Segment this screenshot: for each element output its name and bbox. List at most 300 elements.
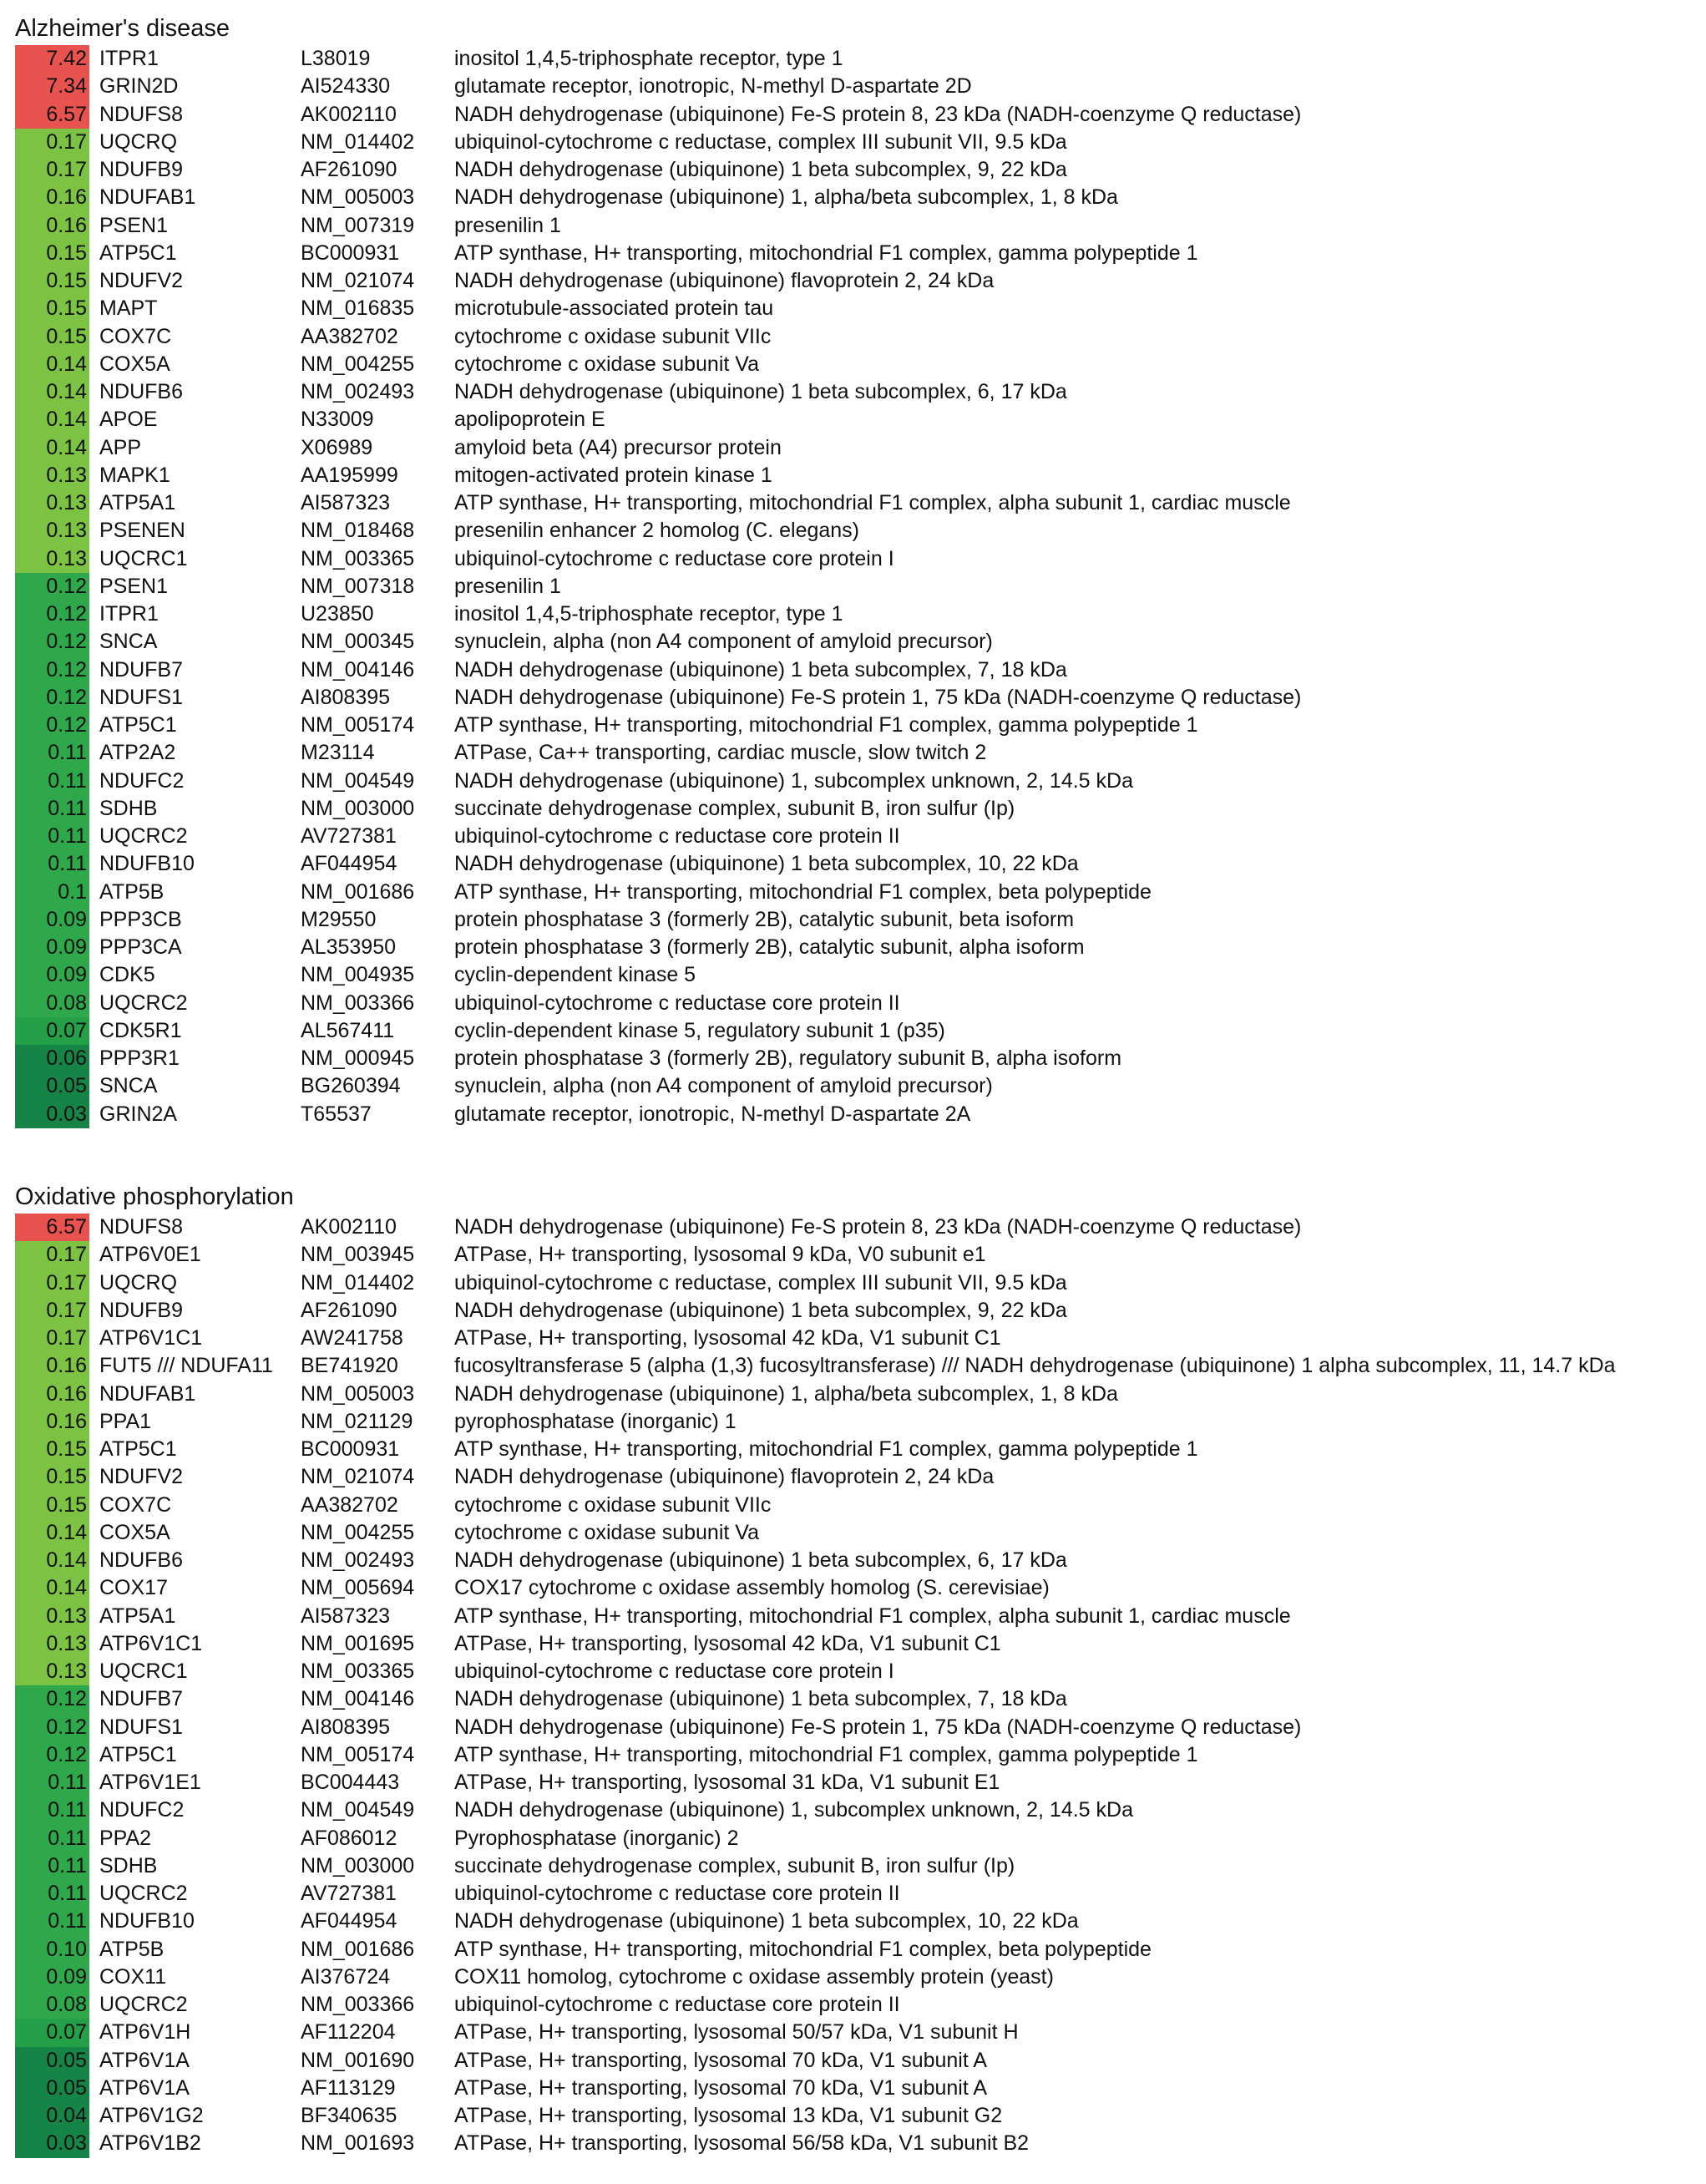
table-row: [15, 906, 1693, 934]
gene-description: ATPase, H+ transporting, lysosomal 31 kDa, V1 subunit E1: [454, 1771, 1000, 1794]
table-row: [15, 1241, 1693, 1269]
gene-symbol: PSENEN: [99, 519, 185, 543]
accession-id: AA195999: [301, 463, 398, 487]
gene-symbol: NDUFS1: [99, 1715, 184, 1739]
gene-description: cytochrome c oxidase subunit Va: [454, 1520, 760, 1544]
score-cell: 0.11: [15, 768, 89, 795]
gene-symbol: ATP6V1G2: [99, 2104, 204, 2127]
table-row: [15, 295, 1693, 322]
gene-symbol: COX7C: [99, 324, 172, 348]
table-row: [15, 656, 1693, 684]
table-row: [15, 795, 1693, 823]
score-cell: 0.09: [15, 906, 89, 934]
gene-symbol: NDUFB6: [99, 380, 184, 403]
gene-description: cyclin-dependent kinase 5: [454, 963, 696, 987]
gene-description: NADH dehydrogenase (ubiquinone) Fe-S protein 1, 75 kDa (NADH-coenzyme Q reductase): [454, 685, 1302, 709]
gene-symbol: ITPR1: [99, 602, 159, 626]
gene-symbol: MAPK1: [99, 463, 170, 487]
gene-description: apolipoprotein E: [454, 408, 605, 432]
table-row: [15, 712, 1693, 739]
score-cell: 0.16: [15, 1408, 89, 1436]
accession-id: M29550: [301, 907, 377, 931]
table-row: [15, 129, 1693, 156]
score-cell: 0.10: [15, 1936, 89, 1964]
table-row: [15, 1297, 1693, 1325]
table-row: [15, 212, 1693, 240]
gene-symbol: SDHB: [99, 1853, 158, 1877]
score-cell: 0.13: [15, 545, 89, 573]
gene-description: ubiquinol-cytochrome c reductase core protein II: [454, 1882, 900, 1905]
score-cell: 0.16: [15, 1352, 89, 1380]
gene-description: ubiquinol-cytochrome c reductase core protein II: [454, 991, 900, 1015]
accession-id: AV727381: [301, 1882, 397, 1905]
accession-id: NM_007319: [301, 213, 415, 237]
accession-id: NM_003000: [301, 796, 415, 820]
table-row: [15, 1017, 1693, 1045]
accession-id: NM_003366: [301, 1993, 415, 2016]
gene-symbol: UQCRC2: [99, 1882, 188, 1905]
accession-id: NM_004255: [301, 352, 415, 376]
accession-id: BC000931: [301, 241, 400, 265]
gene-description: ATPase, H+ transporting, lysosomal 42 kDa, V1 subunit C1: [454, 1631, 1001, 1655]
table-row: [15, 961, 1693, 989]
accession-id: L38019: [301, 47, 371, 70]
score-cell: 0.12: [15, 628, 89, 656]
table-row: [15, 1519, 1693, 1547]
table-row: [15, 1269, 1693, 1297]
score-cell: 0.11: [15, 1769, 89, 1796]
accession-id: N33009: [301, 408, 374, 432]
accession-id: AI808395: [301, 1715, 391, 1739]
table-row: [15, 323, 1693, 351]
score-cell: 0.13: [15, 1658, 89, 1685]
score-cell: 0.17: [15, 129, 89, 156]
gene-symbol: NDUFV2: [99, 1465, 184, 1489]
score-cell: 0.15: [15, 323, 89, 351]
score-cell: 0.11: [15, 1852, 89, 1880]
gene-description: ubiquinol-cytochrome c reductase core protein II: [454, 1993, 900, 2016]
table-row: [15, 628, 1693, 656]
score-cell: 0.17: [15, 156, 89, 184]
table-row: [15, 2130, 1693, 2157]
gene-description: amyloid beta (A4) precursor protein: [454, 435, 782, 459]
score-cell: 0.05: [15, 2075, 89, 2102]
accession-id: NM_004255: [301, 1520, 415, 1544]
accession-id: AK002110: [301, 102, 397, 126]
gene-symbol: GRIN2D: [99, 74, 179, 99]
score-cell: 0.12: [15, 1714, 89, 1741]
gene-description: succinate dehydrogenase complex, subunit B, iron sulfur (Ip): [454, 1853, 1015, 1877]
accession-id: NM_014402: [301, 1270, 415, 1295]
gene-description: synuclein, alpha (non A4 component of amyloid precursor): [454, 1074, 993, 1098]
gene-description: NADH dehydrogenase (ubiquinone) 1 beta subcomplex, 7, 18 kDa: [454, 657, 1067, 682]
score-cell: 0.13: [15, 1630, 89, 1658]
gene-description: ATPase, H+ transporting, lysosomal 9 kDa, V0 subunit e1: [454, 1243, 986, 1267]
gene-description: ATPase, Ca++ transporting, cardiac muscle, slow twitch 2: [454, 741, 987, 765]
gene-description: ATPase, H+ transporting, lysosomal 70 kDa, V1 subunit A: [454, 2075, 988, 2100]
gene-description: ubiquinol-cytochrome c reductase, complex III subunit VII, 9.5 kDa: [454, 1270, 1067, 1295]
gene-symbol: ATP6V1E1: [99, 1771, 201, 1794]
table-row: [15, 1352, 1693, 1380]
table-row: [15, 2075, 1693, 2102]
table-row: [15, 990, 1693, 1017]
score-cell: 0.07: [15, 2019, 89, 2046]
score-cell: 0.06: [15, 1045, 89, 1072]
score-cell: 0.11: [15, 823, 89, 850]
accession-id: BC000931: [301, 1437, 400, 1461]
table-row: [15, 1685, 1693, 1713]
accession-id: AF112204: [301, 2020, 396, 2045]
accession-id: NM_004549: [301, 768, 415, 793]
score-cell: 0.12: [15, 684, 89, 712]
gene-description: ATP synthase, H+ transporting, mitochondrial F1 complex, gamma polypeptide 1: [454, 1742, 1198, 1766]
gene-description: NADH dehydrogenase (ubiquinone) 1 beta subcomplex, 9, 22 kDa: [454, 158, 1067, 181]
table-row: [15, 1381, 1693, 1408]
gene-description: protein phosphatase 3 (formerly 2B), regulatory subunit B, alpha isoform: [454, 1046, 1122, 1070]
gene-description: NADH dehydrogenase (ubiquinone) Fe-S protein 8, 23 kDa (NADH-coenzyme Q reductase): [454, 102, 1302, 126]
accession-id: AK002110: [301, 1215, 397, 1239]
accession-id: U23850: [301, 602, 374, 626]
score-cell: 0.13: [15, 462, 89, 489]
gene-symbol: NDUFB10: [99, 1909, 195, 1933]
gene-symbol: UQCRQ: [99, 1270, 178, 1295]
gene-symbol: SNCA: [99, 1074, 158, 1098]
gene-symbol: MAPT: [99, 296, 158, 321]
table-row: [15, 1603, 1693, 1630]
gene-description: cytochrome c oxidase subunit VIIc: [454, 324, 772, 348]
score-cell: 0.15: [15, 295, 89, 322]
table-row: [15, 73, 1693, 100]
score-cell: 0.15: [15, 267, 89, 295]
table-row: [15, 1936, 1693, 1964]
score-cell: 0.03: [15, 2130, 89, 2157]
score-cell: 0.04: [15, 2102, 89, 2130]
table-row: [15, 1630, 1693, 1658]
table-row: [15, 2019, 1693, 2046]
accession-id: NM_001693: [301, 2131, 415, 2156]
gene-description: presenilin 1: [454, 213, 561, 237]
score-cell: 0.14: [15, 351, 89, 378]
gene-symbol: NDUFB9: [99, 1298, 184, 1322]
score-cell: 7.34: [15, 73, 89, 100]
gene-symbol: UQCRC2: [99, 824, 188, 848]
gene-description: glutamate receptor, ionotropic, N-methyl D-aspartate 2A: [454, 1102, 971, 1126]
gene-description: Pyrophosphatase (inorganic) 2: [454, 1826, 739, 1850]
gene-symbol: COX5A: [99, 1520, 170, 1544]
score-cell: 0.05: [15, 1072, 89, 1100]
table-row: [15, 1408, 1693, 1436]
accession-id: AV727381: [301, 824, 397, 848]
gene-description: ATP synthase, H+ transporting, mitochondrial F1 complex, beta polypeptide: [454, 1937, 1152, 1961]
gene-description: ubiquinol-cytochrome c reductase core protein II: [454, 824, 900, 848]
accession-id: NM_004549: [301, 1798, 415, 1822]
table-row: [15, 1101, 1693, 1128]
gene-symbol: ATP5B: [99, 879, 165, 904]
table-row: [15, 1852, 1693, 1880]
accession-id: BE741920: [301, 1354, 398, 1378]
score-cell: 0.15: [15, 240, 89, 267]
gene-description: ATP synthase, H+ transporting, mitochondrial F1 complex, alpha subunit 1, cardiac muscle: [454, 491, 1291, 514]
score-cell: 0.11: [15, 1880, 89, 1908]
table-row: [15, 600, 1693, 628]
score-cell: 0.09: [15, 934, 89, 961]
gene-description: COX17 cytochrome c oxidase assembly homolog (S. cerevisiae): [454, 1576, 1050, 1600]
score-cell: 0.14: [15, 1547, 89, 1574]
table-row: [15, 1908, 1693, 1935]
gene-description: NADH dehydrogenase (ubiquinone) 1 beta subcomplex, 10, 22 kDa: [454, 1909, 1079, 1933]
score-cell: 0.15: [15, 1492, 89, 1519]
table-row: [15, 1214, 1693, 1241]
accession-id: BC004443: [301, 1771, 400, 1794]
gene-symbol: ATP5C1: [99, 241, 177, 265]
table-row: [15, 156, 1693, 184]
gene-symbol: NDUFS8: [99, 1215, 184, 1239]
accession-id: NM_005174: [301, 713, 415, 737]
accession-id: NM_000345: [301, 630, 415, 654]
score-cell: 0.16: [15, 1381, 89, 1408]
gene-description: NADH dehydrogenase (ubiquinone) 1 beta subcomplex, 10, 22 kDa: [454, 852, 1079, 876]
gene-symbol: ITPR1: [99, 47, 159, 70]
score-cell: 0.11: [15, 1825, 89, 1852]
gene-symbol: COX5A: [99, 352, 170, 376]
table-row: [15, 1991, 1693, 2019]
accession-id: NM_001686: [301, 879, 415, 904]
accession-id: NM_003000: [301, 1853, 415, 1877]
gene-symbol: ATP5C1: [99, 1742, 177, 1766]
table-row: [15, 1547, 1693, 1574]
accession-id: NM_002493: [301, 1548, 415, 1572]
gene-description: NADH dehydrogenase (ubiquinone) 1 beta subcomplex, 7, 18 kDa: [454, 1687, 1067, 1711]
accession-id: NM_007318: [301, 574, 415, 598]
accession-id: NM_001686: [301, 1937, 415, 1961]
gene-description: cyclin-dependent kinase 5, regulatory subunit 1 (p35): [454, 1018, 945, 1042]
gene-symbol: NDUFAB1: [99, 1381, 196, 1406]
table-row: [15, 879, 1693, 906]
gene-description: ATPase, H+ transporting, lysosomal 56/58 kDa, V1 subunit B2: [454, 2131, 1030, 2156]
gene-description: NADH dehydrogenase (ubiquinone) Fe-S protein 8, 23 kDa (NADH-coenzyme Q reductase): [454, 1215, 1302, 1239]
gene-symbol: NDUFB7: [99, 1687, 184, 1711]
score-cell: 0.15: [15, 1463, 89, 1491]
accession-id: AI587323: [301, 491, 391, 514]
accession-id: AF044954: [301, 1909, 397, 1933]
score-cell: 0.12: [15, 573, 89, 600]
score-cell: 0.16: [15, 212, 89, 240]
gene-symbol: PSEN1: [99, 213, 168, 237]
accession-id: NM_000945: [301, 1046, 415, 1070]
gene-description: NADH dehydrogenase (ubiquinone) 1, subcomplex unknown, 2, 14.5 kDa: [454, 1798, 1133, 1822]
table-row: [15, 1574, 1693, 1602]
gene-symbol: NDUFAB1: [99, 185, 196, 210]
gene-table: [15, 45, 1693, 1128]
score-cell: 0.09: [15, 961, 89, 989]
gene-symbol: CDK5R1: [99, 1018, 182, 1042]
accession-id: AL567411: [301, 1018, 395, 1042]
gene-description: inositol 1,4,5-triphosphate receptor, type 1: [454, 602, 843, 626]
table-row: [15, 240, 1693, 267]
table-row: [15, 45, 1693, 73]
table-row: [15, 545, 1693, 573]
table-row: [15, 489, 1693, 517]
gene-description: NADH dehydrogenase (ubiquinone) flavoprotein 2, 24 kDa: [454, 269, 995, 292]
gene-symbol: ATP6V1A: [99, 2075, 190, 2100]
gene-description: NADH dehydrogenase (ubiquinone) flavoprotein 2, 24 kDa: [454, 1465, 995, 1489]
accession-id: NM_005694: [301, 1576, 415, 1600]
gene-table: [15, 1214, 1693, 2158]
gene-description: NADH dehydrogenase (ubiquinone) 1, subcomplex unknown, 2, 14.5 kDa: [454, 768, 1133, 793]
table-row: [15, 1325, 1693, 1352]
gene-description: presenilin enhancer 2 homolog (C. elegans): [454, 519, 860, 543]
gene-symbol: UQCRC1: [99, 1660, 188, 1683]
gene-symbol: ATP6V1C1: [99, 1631, 203, 1655]
score-cell: 0.1: [15, 879, 89, 906]
gene-description: ubiquinol-cytochrome c reductase core protein I: [454, 546, 894, 570]
table-row: [15, 406, 1693, 433]
gene-symbol: PPP3R1: [99, 1046, 180, 1070]
score-cell: 0.11: [15, 850, 89, 878]
score-cell: 0.07: [15, 1017, 89, 1045]
score-cell: 0.14: [15, 378, 89, 406]
gene-symbol: NDUFC2: [99, 768, 185, 793]
score-cell: 0.12: [15, 1685, 89, 1713]
gene-description: NADH dehydrogenase (ubiquinone) 1 beta subcomplex, 6, 17 kDa: [454, 380, 1067, 403]
table-row: [15, 573, 1693, 600]
gene-symbol: SNCA: [99, 630, 158, 654]
table-row: [15, 850, 1693, 878]
gene-symbol: PSEN1: [99, 574, 168, 598]
accession-id: NM_021074: [301, 1465, 415, 1489]
table-row: [15, 1072, 1693, 1100]
gene-symbol: APOE: [99, 408, 158, 432]
table-row: [15, 739, 1693, 767]
accession-id: AF086012: [301, 1826, 397, 1850]
table-row: [15, 378, 1693, 406]
accession-id: NM_016835: [301, 296, 415, 321]
gene-symbol: CDK5: [99, 963, 155, 987]
table-row: [15, 1825, 1693, 1852]
gene-description: ATPase, H+ transporting, lysosomal 42 kDa, V1 subunit C1: [454, 1326, 1001, 1350]
gene-description: fucosyltransferase 5 (alpha (1,3) fucosyltransferase) /// NADH dehydrogenase (ubiquinone) 1 alpha subcomplex, 11, 14.7 kDa: [454, 1354, 1616, 1378]
accession-id: AI808395: [301, 685, 391, 709]
accession-id: NM_002493: [301, 380, 415, 403]
score-cell: 0.12: [15, 656, 89, 684]
score-cell: 0.11: [15, 1796, 89, 1824]
accession-id: AA382702: [301, 324, 398, 348]
gene-description: glutamate receptor, ionotropic, N-methyl D-aspartate 2D: [454, 74, 972, 99]
table-row: [15, 934, 1693, 961]
gene-symbol: ATP5A1: [99, 1604, 176, 1628]
gene-symbol: ATP5A1: [99, 491, 176, 514]
gene-symbol: ATP2A2: [99, 741, 176, 765]
table-row: [15, 184, 1693, 211]
accession-id: NM_021074: [301, 269, 415, 292]
accession-id: AI524330: [301, 74, 391, 99]
score-cell: 0.15: [15, 1436, 89, 1463]
gene-description: cytochrome c oxidase subunit Va: [454, 352, 760, 376]
accession-id: NM_005174: [301, 1742, 415, 1766]
gene-description: protein phosphatase 3 (formerly 2B), catalytic subunit, beta isoform: [454, 907, 1075, 931]
accession-id: NM_004146: [301, 1687, 415, 1711]
score-cell: 0.16: [15, 184, 89, 211]
gene-description: ubiquinol-cytochrome c reductase, complex III subunit VII, 9.5 kDa: [454, 129, 1067, 154]
gene-description: NADH dehydrogenase (ubiquinone) 1 beta subcomplex, 9, 22 kDa: [454, 1298, 1067, 1322]
table-row: [15, 101, 1693, 129]
score-cell: 6.57: [15, 1214, 89, 1241]
section-title: Oxidative phosphorylation: [15, 1183, 294, 1210]
gene-symbol: NDUFB9: [99, 158, 184, 181]
gene-description: pyrophosphatase (inorganic) 1: [454, 1409, 737, 1433]
gene-symbol: APP: [99, 435, 142, 459]
table-row: [15, 684, 1693, 712]
gene-description: inositol 1,4,5-triphosphate receptor, type 1: [454, 47, 843, 70]
accession-id: BF340635: [301, 2104, 397, 2127]
gene-symbol: UQCRC2: [99, 1993, 188, 2016]
accession-id: T65537: [301, 1102, 372, 1126]
section-alzheimers: [15, 12, 1693, 1128]
gene-symbol: ATP5C1: [99, 713, 177, 737]
gene-symbol: NDUFB6: [99, 1548, 184, 1572]
gene-symbol: UQCRC2: [99, 991, 188, 1015]
accession-id: NM_004935: [301, 963, 415, 987]
accession-id: AI376724: [301, 1964, 391, 1989]
gene-description: NADH dehydrogenase (ubiquinone) 1, alpha/beta subcomplex, 1, 8 kDa: [454, 1381, 1118, 1406]
score-cell: 0.09: [15, 1964, 89, 1991]
accession-id: NM_021129: [301, 1409, 413, 1433]
score-cell: 0.14: [15, 434, 89, 462]
gene-symbol: FUT5 /// NDUFA11: [99, 1354, 273, 1378]
gene-symbol: NDUFC2: [99, 1798, 185, 1822]
gene-description: ATP synthase, H+ transporting, mitochondrial F1 complex, gamma polypeptide 1: [454, 1437, 1198, 1461]
gene-description: mitogen-activated protein kinase 1: [454, 463, 772, 487]
gene-description: NADH dehydrogenase (ubiquinone) Fe-S protein 1, 75 kDa (NADH-coenzyme Q reductase): [454, 1715, 1302, 1739]
gene-symbol: NDUFS1: [99, 685, 184, 709]
score-cell: 6.57: [15, 101, 89, 129]
gene-description: succinate dehydrogenase complex, subunit B, iron sulfur (Ip): [454, 796, 1015, 820]
section-title: Alzheimer's disease: [15, 15, 230, 42]
gene-description: synuclein, alpha (non A4 component of amyloid precursor): [454, 630, 993, 654]
accession-id: AA382702: [301, 1492, 398, 1517]
accession-id: AF261090: [301, 1298, 397, 1322]
accession-id: NM_001690: [301, 2048, 415, 2072]
table-row: [15, 517, 1693, 545]
accession-id: NM_003945: [301, 1243, 415, 1267]
gene-description: presenilin 1: [454, 574, 561, 598]
gene-symbol: NDUFV2: [99, 269, 184, 292]
table-row: [15, 1796, 1693, 1824]
score-cell: 0.14: [15, 406, 89, 433]
accession-id: NM_003365: [301, 546, 415, 570]
gene-description: ATP synthase, H+ transporting, mitochondrial F1 complex, alpha subunit 1, cardiac muscle: [454, 1604, 1291, 1628]
gene-symbol: ATP5B: [99, 1937, 165, 1961]
gene-symbol: PPP3CA: [99, 935, 182, 959]
gene-description: protein phosphatase 3 (formerly 2B), catalytic subunit, alpha isoform: [454, 935, 1085, 959]
table-row: [15, 1741, 1693, 1769]
accession-id: AF261090: [301, 158, 397, 181]
accession-id: X06989: [301, 435, 373, 459]
score-cell: 7.42: [15, 45, 89, 73]
score-cell: 0.13: [15, 1603, 89, 1630]
gene-symbol: ATP6V1B2: [99, 2131, 201, 2156]
gene-symbol: NDUFB7: [99, 657, 184, 682]
table-row: [15, 1714, 1693, 1741]
table-row: [15, 1769, 1693, 1796]
table-row: [15, 1463, 1693, 1491]
accession-id: NM_005003: [301, 185, 415, 210]
accession-id: AF113129: [301, 2075, 396, 2100]
gene-symbol: PPA2: [99, 1826, 152, 1850]
gene-description: ATPase, H+ transporting, lysosomal 13 kDa, V1 subunit G2: [454, 2104, 1003, 2127]
accession-id: AW241758: [301, 1326, 403, 1350]
gene-symbol: PPP3CB: [99, 907, 182, 931]
